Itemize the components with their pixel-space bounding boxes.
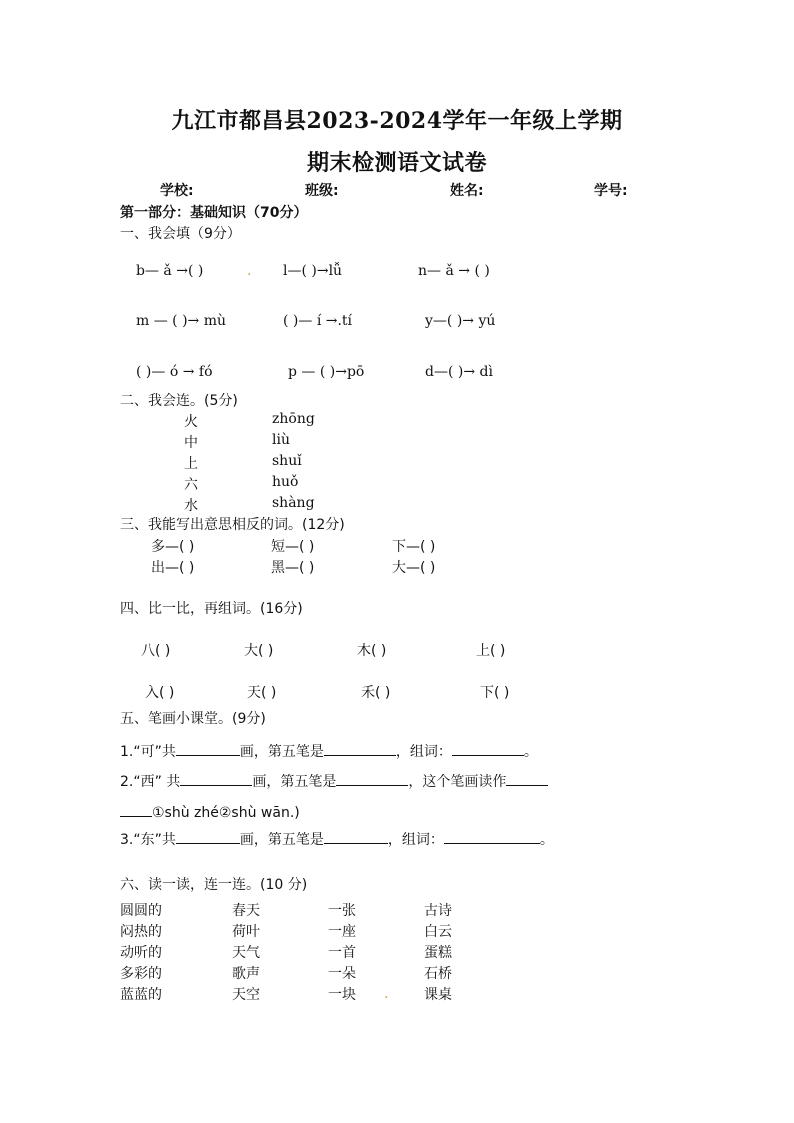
fill-item: p — ( )→pō — [288, 364, 365, 380]
compare-item: 入( ) — [145, 685, 175, 701]
stroke-question-3 — [120, 828, 554, 849]
q3-text-b: 画，第五笔是 — [239, 832, 324, 848]
compare-item: 禾( ) — [361, 685, 391, 701]
match-col4-item: 白云 — [424, 924, 452, 940]
q3-text-d: 。 — [539, 832, 554, 848]
match-col1-item: 多彩的 — [120, 966, 162, 982]
stray-dot: . — [247, 263, 252, 279]
match-char: 上 — [184, 456, 198, 472]
section6-heading: 六、读一读，连一连。(10 分) — [120, 877, 308, 893]
compare-item: 木( ) — [357, 643, 387, 659]
compare-item: 上( ) — [476, 643, 506, 659]
match-col3-item: 一块 — [328, 987, 356, 1003]
q3-text-a: 3.“东”共 — [120, 832, 176, 848]
match-col4-item: 古诗 — [424, 903, 452, 919]
antonym-item: 短—( ) — [271, 539, 315, 555]
answer-blank[interactable] — [506, 770, 548, 786]
match-col3-item: 一座 — [328, 924, 356, 940]
fill-item: l—( )→lǚ — [283, 263, 343, 279]
match-pinyin: liù — [272, 432, 290, 448]
part1-heading: 第一部分：基础知识（70分） — [120, 205, 308, 221]
compare-item: 下( ) — [480, 685, 510, 701]
antonym-item: 下—( ) — [392, 539, 436, 555]
match-col2-item: 春天 — [232, 903, 260, 919]
stray-dot: . — [384, 986, 389, 1002]
match-col3-item: 一朵 — [328, 966, 356, 982]
exam-title-line2: 期末检测语文试卷 — [306, 150, 487, 176]
q3-text-c: ，组词： — [387, 832, 444, 848]
fill-item: b— ǎ →( ) — [136, 263, 204, 279]
q1-text-c: ，组词： — [395, 744, 452, 760]
q1-text-a: 1.“可”共 — [120, 744, 176, 760]
stroke-question-2 — [120, 770, 548, 791]
match-col4-item: 石桥 — [424, 966, 452, 982]
match-col3-item: 一张 — [328, 903, 356, 919]
section3-heading: 三、我能写出意思相反的词。(12分) — [120, 517, 345, 533]
match-char: 六 — [184, 477, 198, 493]
class-label: 班级: — [305, 183, 339, 199]
compare-item: 八( ) — [141, 643, 171, 659]
section4-heading: 四、比一比，再组词。(16分) — [120, 601, 303, 617]
match-col4-item: 蛋糕 — [424, 945, 452, 961]
answer-blank[interactable] — [452, 740, 524, 756]
match-col2-item: 天气 — [232, 945, 260, 961]
answer-blank[interactable] — [324, 828, 388, 844]
fill-item: ( )— ó → fó — [136, 364, 213, 380]
fill-item: y—( )→ yú — [425, 313, 496, 329]
answer-blank[interactable] — [180, 770, 252, 786]
student-id-label: 学号: — [594, 183, 628, 199]
section1-heading: 一、我会填（9分） — [120, 226, 241, 242]
match-col2-item: 天空 — [232, 987, 260, 1003]
name-label: 姓名: — [450, 183, 484, 199]
match-col2-item: 荷叶 — [232, 924, 260, 940]
match-col3-item: 一首 — [328, 945, 356, 961]
match-col1-item: 圆圆的 — [120, 903, 162, 919]
match-char: 火 — [184, 414, 198, 430]
q2-text-d: ①shù zhé②shù wān.) — [152, 805, 300, 821]
fill-item: ( )— í →.tí — [283, 313, 353, 329]
answer-blank[interactable] — [336, 770, 408, 786]
antonym-item: 大—( ) — [392, 560, 436, 576]
match-col1-item: 闷热的 — [120, 924, 162, 940]
antonym-item: 黑—( ) — [271, 560, 315, 576]
compare-item: 天( ) — [247, 685, 277, 701]
answer-blank[interactable] — [324, 740, 396, 756]
fill-item: m — ( )→ mù — [136, 313, 227, 329]
match-pinyin: huǒ — [272, 474, 299, 490]
stroke-question-2-cont — [120, 801, 300, 821]
match-pinyin: shàng — [272, 495, 315, 511]
fill-item: n— ǎ → ( ) — [418, 263, 490, 279]
match-char: 中 — [184, 435, 198, 451]
answer-blank[interactable] — [444, 828, 540, 844]
q2-text-b: 画，第五笔是 — [252, 774, 337, 790]
answer-blank[interactable] — [176, 740, 240, 756]
answer-blank[interactable] — [176, 828, 240, 844]
exam-title-line1: 九江市都昌县2023-2024学年一年级上学期 — [171, 108, 623, 134]
section5-heading: 五、笔画小课堂。(9分) — [120, 711, 266, 727]
section2-heading: 二、我会连。(5分) — [120, 393, 238, 409]
fill-item: d—( )→ dì — [425, 364, 493, 380]
stroke-question-1 — [120, 740, 538, 761]
match-col1-item: 动听的 — [120, 945, 162, 961]
compare-item: 大( ) — [244, 643, 274, 659]
antonym-item: 出—( ) — [151, 560, 195, 576]
match-col2-item: 歌声 — [232, 966, 260, 982]
q1-text-b: 画，第五笔是 — [239, 744, 324, 760]
match-pinyin: zhōng — [272, 411, 315, 427]
q2-text-c: ，这个笔画读作 — [408, 774, 507, 790]
match-col4-item: 课桌 — [424, 987, 452, 1003]
school-label: 学校: — [160, 183, 194, 199]
match-char: 水 — [184, 498, 198, 514]
q1-text-d: 。 — [523, 744, 538, 760]
antonym-item: 多—( ) — [151, 539, 195, 555]
match-col1-item: 蓝蓝的 — [120, 987, 162, 1003]
q2-text-a: 2.“西” 共 — [120, 774, 181, 790]
match-pinyin: shuǐ — [272, 453, 302, 469]
answer-blank[interactable] — [120, 801, 152, 817]
